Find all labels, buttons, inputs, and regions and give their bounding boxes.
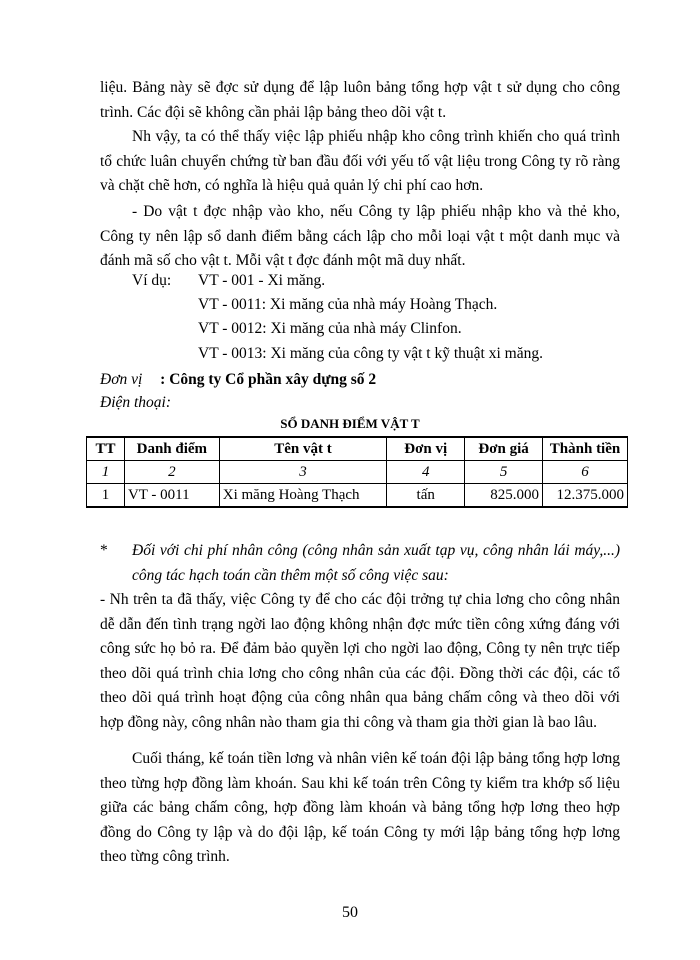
unit-line <box>100 371 376 389</box>
paragraph-labor: - Nh trên ta đã thấy, việc Công ty để cho các đội trởng tự chia lơng cho công nhân dễ dẫn đến tình trạng ngời lao động không nhận đợc mức tiền công xứng đáng với công sức họ bỏ ra. Để đảm bảo quyền lợi cho ngời lao động, Công ty nên trực tiếp theo dõi quá trình chia lơng cho công nhân của các đội. Đồng thời các đội, các tổ theo dõi quá trình hoạt động của công nhân qua bảng chấm công và theo dõi với hợp đồng này, công nhân nào tham gia thi công và tham gia thời gian là bao lâu. <box>100 591 620 731</box>
table-row <box>87 484 628 508</box>
table-cell: 1 <box>87 461 125 484</box>
table-cell: 1 <box>87 484 125 508</box>
col-header: TT <box>87 437 125 461</box>
table-cell: 12.375.000 <box>543 484 628 508</box>
table-cell: tấn <box>387 484 465 508</box>
table-title: SỔ DANH ĐIỂM VẬT T <box>280 416 420 431</box>
example-item: VT - 0012: Xi măng của nhà máy Clinfon. <box>198 320 462 337</box>
example-item: VT - 0013: Xi măng của công ty vật t kỹ thuật xi măng. <box>198 345 543 362</box>
table-cell: 5 <box>465 461 543 484</box>
example-item: VT - 0011: Xi măng của nhà máy Hoàng Thạch. <box>198 296 498 313</box>
table-index-row <box>87 461 628 484</box>
paragraph-payroll: Cuối tháng, kế toán tiền lơng và nhân viên kế toán đội lập bảng tổng hợp lơng theo từng hợp đồng làm khoán. Sau khi kế toán trên Công ty kiểm tra khớp số liệu giữa các bảng chấm công, hợp đồng làm khoán và bảng tổng hợp lơng theo hợp đồng do Công ty lập và do đội lập, kế toán Công ty mới lập bảng tổng hợp lơng theo từng công trình. <box>100 750 620 865</box>
paragraph-conclusion: Nh vậy, ta có thể thấy việc lập phiếu nhập kho công trình khiến cho quá trình tổ chức luân chuyển chứng từ ban đầu đối với yếu tố vật liệu trong Công ty rõ ràng và chặt chẽ hơn, có nghĩa là hiệu quả quản lý chi phí cao hơn. <box>100 128 620 194</box>
col-header: Tên vật t <box>219 437 387 461</box>
col-header: Danh điểm <box>124 437 219 461</box>
table-cell: 4 <box>387 461 465 484</box>
bullet-star: * <box>100 542 108 559</box>
phone-label: Điện thoại: <box>100 394 172 411</box>
table-cell: 6 <box>543 461 628 484</box>
table-cell: VT - 0011 <box>124 484 219 508</box>
unit-label: Đơn vị <box>100 371 143 388</box>
table-cell: 3 <box>219 461 387 484</box>
unit-value: : Công ty Cổ phần xây dựng số 2 <box>160 371 377 388</box>
labor-heading: Đối với chi phí nhân công (công nhân sản xuất tạp vụ, công nhân lái máy,...) công tác hạch toán cần thêm một số công việc sau: <box>132 542 620 584</box>
materials-table <box>86 436 628 508</box>
table-cell: 825.000 <box>465 484 543 508</box>
col-header: Đơn giá <box>465 437 543 461</box>
example-item: VT - 001 - Xi măng. <box>198 272 326 289</box>
paragraph-proposal: - Do vật t đợc nhập vào kho, nếu Công ty lập phiếu nhập kho và thẻ kho, Công ty nên lập sổ danh điểm bằng cách lập cho mỗi loại vật t một danh mục và đánh mã số cho vật t. Mỗi vật t đợc đánh một mã duy nhất. <box>100 203 620 269</box>
table-header-row <box>87 437 628 461</box>
paragraph-continuation: liệu. Bảng này sẽ đợc sử dụng để lập luôn bảng tổng hợp vật t sử dụng cho công trình. Các đội sẽ không cần phải lập bảng theo dõi vật t. <box>100 79 620 121</box>
col-header: Thành tiền <box>543 437 628 461</box>
page-number: 50 <box>342 904 358 921</box>
table-cell: 2 <box>124 461 219 484</box>
col-header: Đơn vị <box>387 437 465 461</box>
table-cell: Xi măng Hoàng Thạch <box>219 484 387 508</box>
example-label: Ví dụ: <box>132 272 172 289</box>
